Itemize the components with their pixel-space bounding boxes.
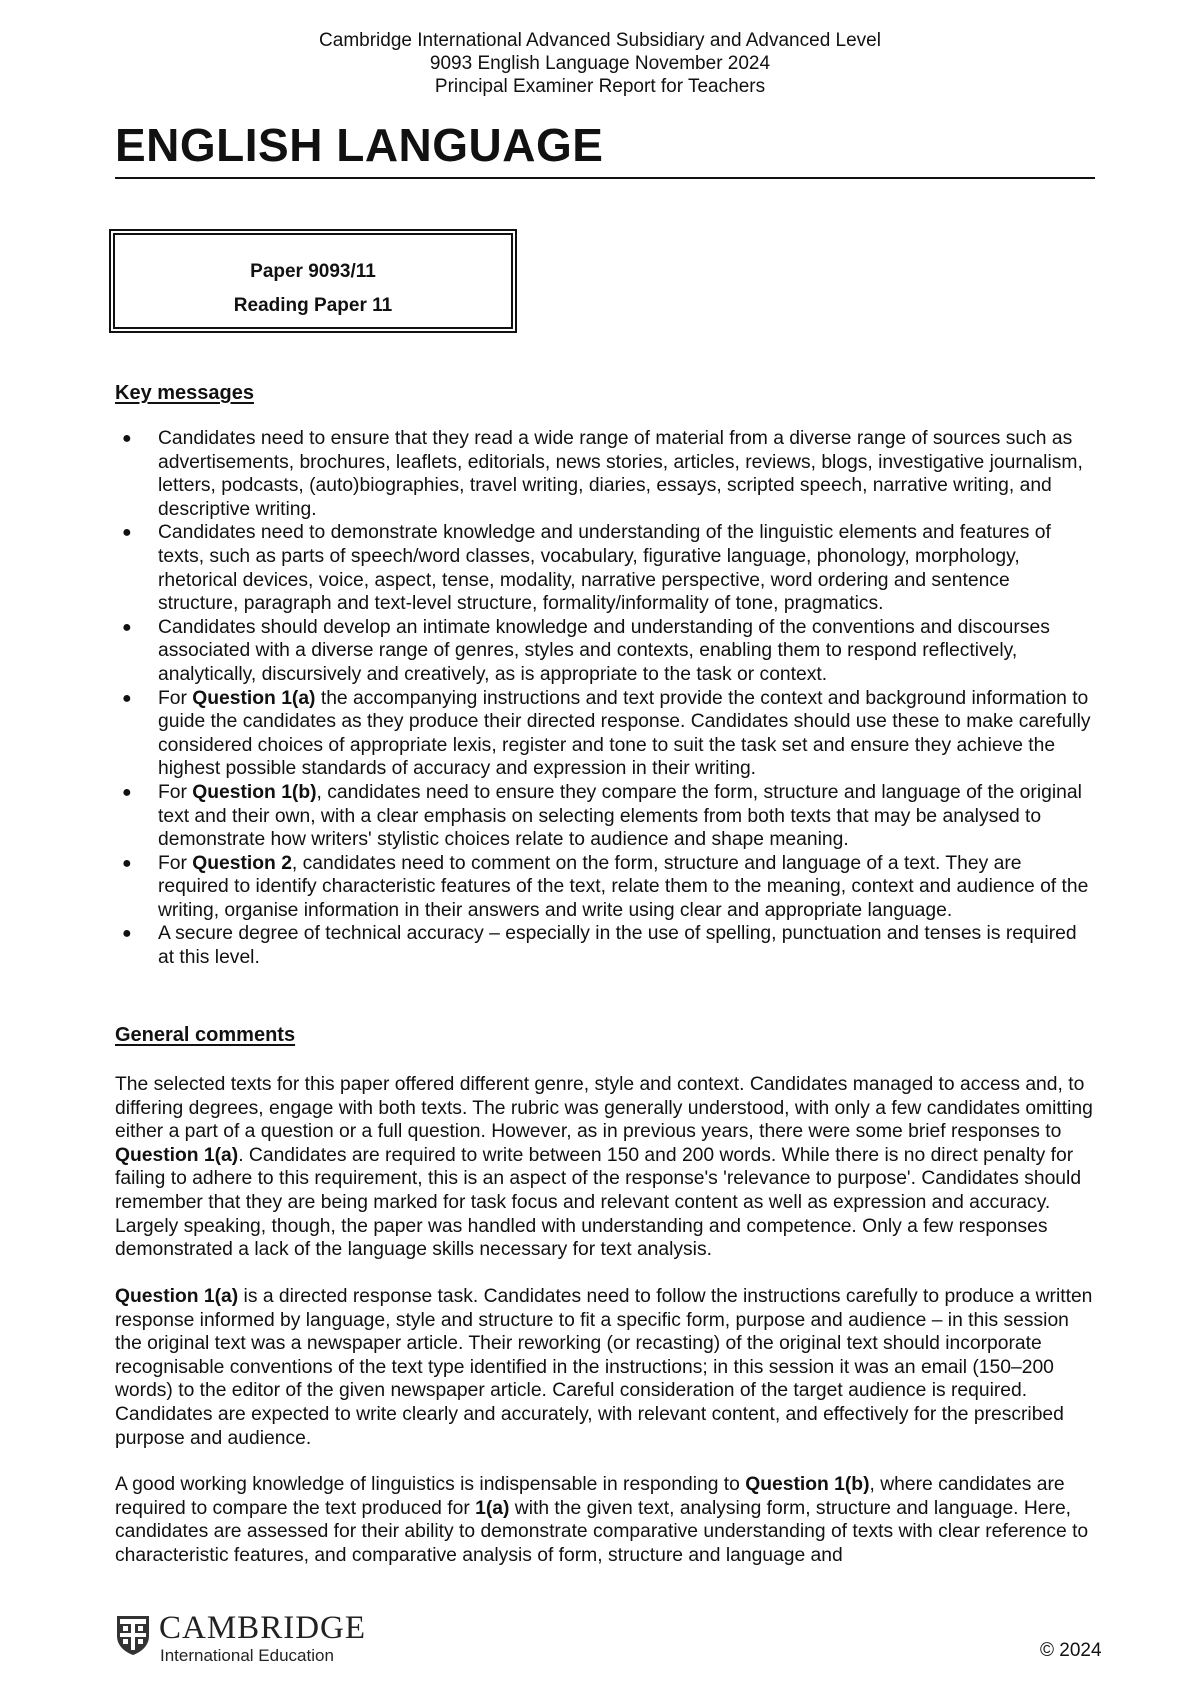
list-item: ● For Question 2, candidates need to comment on the form, structure and language of a text. They are required to identify characteristic features of the text, relate them to the meaning, context and audience of the writing, organise information in their answers and write using clear and appropriate language. xyxy=(122,852,1089,921)
list-item: ● For Question 1(a) the accompanying instructions and text provide the context and background information to guide the candidates as they produce their directed response. Candidates should use these to make carefully considered choices of appropriate lexis, register and tone to suit the task set and ensure they achieve the highest possible standards of accuracy and expression in their writing. xyxy=(122,687,1091,780)
cambridge-logo xyxy=(115,1610,367,1670)
list-item: ● Candidates need to demonstrate knowledge and understanding of the linguistic elements and features of texts, such as parts of speech/word classes, vocabulary, figurative language, phonology, morphology, rhetorical devices, voice, aspect, tense, modality, narrative perspective, word ordering and sentence structure, paragraph and text-level structure, formality/informality of tone, pragmatics. xyxy=(122,522,1051,615)
list-item: ● For Question 1(b), candidates need to ensure they compare the form, structure and language of the original text and their own, with a clear emphasis on selecting elements from both texts that may be analysed to demonstrate how writers' stylistic choices relate to audience and shape meaning. xyxy=(122,781,1082,851)
key-messages-list xyxy=(115,427,1095,970)
page-title: ENGLISH LANGUAGE xyxy=(115,119,604,171)
general-comments-paragraph-2: Question 1(a) is a directed response task. Candidates need to follow the instructions carefully to produce a written response informed by language, style and structure to fit a specific form, purpose and audience – in this session the original text was a newspaper article. Their reworking (or recasting) of the original text should incorporate recognisable conventions of the text type identified in the instructions; in this session it was an email (150–200 words) to the editor of the given newspaper article. Careful consideration of the target audience is required. Candidates are expected to write clearly and accurately, with relevant content, and effectively for the prescribed purpose and audience. xyxy=(115,1286,1093,1449)
bullet-icon: ● xyxy=(122,854,132,872)
bullet-icon: ● xyxy=(122,783,132,801)
header-line-qualification: Cambridge International Advanced Subsidiary and Advanced Level xyxy=(319,30,881,51)
cambridge-crest-icon xyxy=(115,1614,151,1656)
logo-wordmark: CAMBRIDGE xyxy=(159,1610,367,1646)
question-reference: 1(a) xyxy=(475,1497,510,1519)
header-line-syllabus: 9093 English Language November 2024 xyxy=(429,53,771,74)
paper-info-box xyxy=(109,229,517,333)
paper-number: Paper 9093/11 xyxy=(250,261,376,282)
bullet-icon: ● xyxy=(122,925,132,943)
page-header xyxy=(0,29,1200,98)
paper-name: Reading Paper 11 xyxy=(233,295,393,316)
question-reference: Question 1(b) xyxy=(192,781,317,803)
key-messages-heading: Key messages xyxy=(115,382,254,404)
general-comments-paragraph-3: A good working knowledge of linguistics is indispensable in responding to Question 1(b), where candidates are required to compare the text produced for 1(a) with the given text, analysing form, structure and language. Here, candidates are assessed for their ability to demonstrate comparative understanding of texts with clear reference to characteristic features, and comparative analysis of form, structure and language and xyxy=(115,1474,1089,1566)
header-line-report-type: Principal Examiner Report for Teachers xyxy=(434,76,766,97)
copyright-notice: © 2024 xyxy=(1040,1640,1102,1661)
list-item: ● Candidates should develop an intimate knowledge and understanding of the conventions and discourses associated with a diverse range of genres, styles and contexts, enabling them to respond reflectively, analytically, discursively and creatively, as is appropriate to the task or context. xyxy=(122,616,1050,685)
logo-tagline: International Education xyxy=(160,1646,334,1665)
bullet-icon: ● xyxy=(122,524,132,542)
general-comments-paragraph-1: The selected texts for this paper offered different genre, style and context. Candidates managed to access and, to differing degrees, engage with both texts. The rubric was generally understood, with only a few candidates omitting either a part of a question or a full question. However, as in previous years, there were some brief responses to Question 1(a). Candidates are required to write between 150 and 200 words. While there is no direct penalty for failing to adhere to this requirement, this is an aspect of the response's 'relevance to purpose'. Candidates should remember that they are being marked for task focus and relevant content as well as expression and accuracy. Largely speaking, though, the paper was handled with understanding and competence. Only a few responses demonstrated a lack of the language skills necessary for text analysis. xyxy=(115,1074,1093,1261)
bullet-icon: ● xyxy=(122,430,132,447)
question-reference: Question 1(a) xyxy=(192,687,316,709)
title-divider xyxy=(115,177,1095,179)
question-reference: Question 2 xyxy=(192,852,292,874)
list-item: ● Candidates need to ensure that they read a wide range of material from a diverse range of sources such as advertisements, brochures, leaflets, editorials, news stories, articles, reviews, blogs, investigative journalism, letters, podcasts, (auto)biographies, travel writing, diaries, essays, scripted speech, narrative writing, and descriptive writing. xyxy=(122,428,1083,520)
general-comments-heading: General comments xyxy=(115,1024,296,1046)
question-reference: Question 1(a) xyxy=(115,1286,239,1307)
list-item: ● A secure degree of technical accuracy – especially in the use of spelling, punctuation and tenses is required at this level. xyxy=(122,923,1077,969)
bullet-icon: ● xyxy=(122,618,132,636)
question-reference: Question 1(a) xyxy=(115,1144,239,1166)
bullet-icon: ● xyxy=(122,689,132,707)
question-reference: Question 1(b) xyxy=(745,1474,870,1495)
